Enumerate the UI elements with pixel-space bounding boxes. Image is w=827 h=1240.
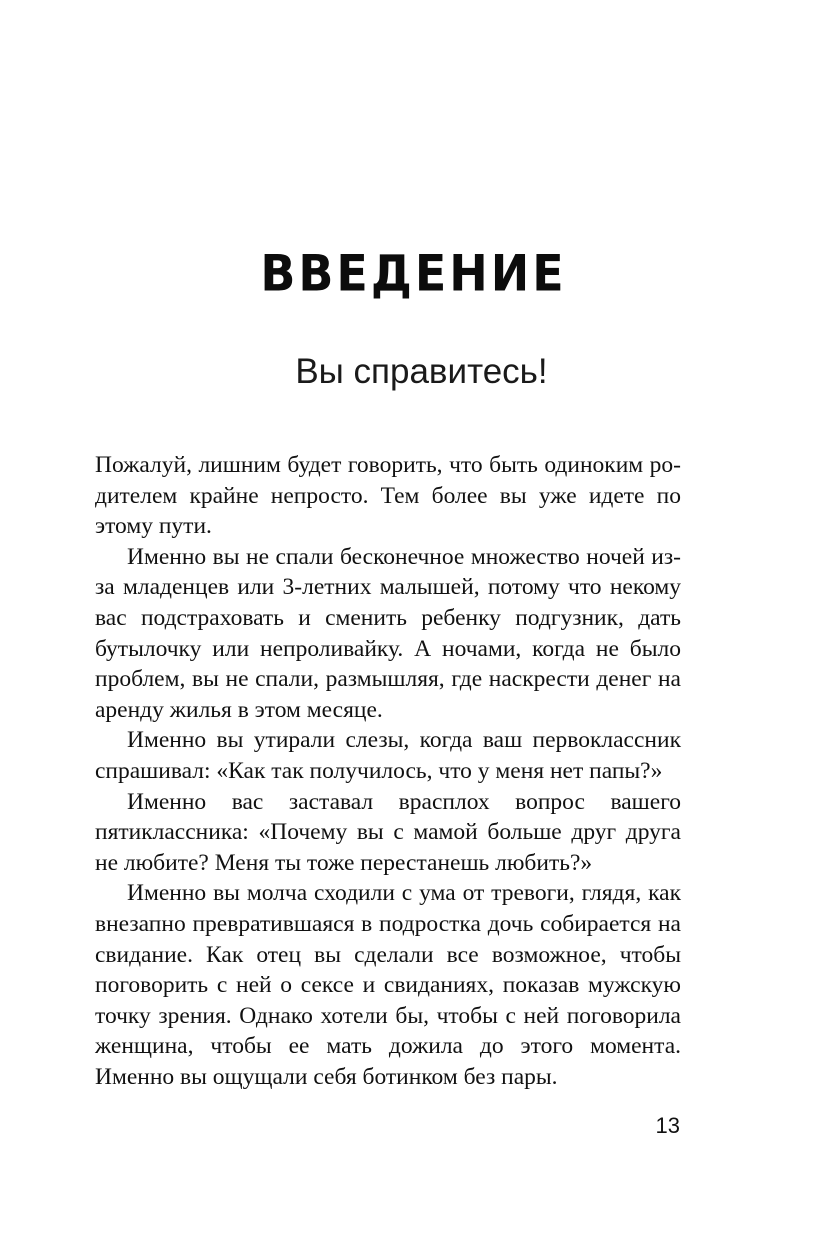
page-number: 13 [655,1113,680,1138]
paragraph: Пожалуй, лишним будет говорить, что быть одиноким родителем крайне непросто. Тем более вы уже идете по этому пути. [95,452,681,540]
body-text [95,450,681,1092]
paragraph: Именно вы не спали бесконечное множество ночей из-за младенцев или 3-летних малышей, потому что некому вас подстраховать и сменить ребенку подгузник, дать бутылочку или непроливайку. А ночами, когда не было проблем, вы не спали, размышляя, где наскрести денег на аренду жилья в этом месяце. [95,543,681,723]
paragraph: Именно вас заставал врасплох вопрос вашего пятиклассника: «Почему вы с мамой больше друг друга не любите? Меня ты тоже перестанешь любить?» [95,788,681,876]
chapter-subtitle: Вы справитесь! [295,352,548,391]
paragraph: Именно вы молча сходили с ума от тревоги, глядя, как внезапно превратившаяся в подростка дочь собирается на свидание. Как отец вы сделали все возможное, чтобы поговорить с ней о сексе и свиданиях, показав мужскую точку зрения. Однако хотели бы, чтобы с ней поговорила женщина, чтобы ее мать дожила до этого момента. Именно вы ощущали себя ботинком без пары. [95,880,681,1090]
paragraph: Именно вы утирали слезы, когда ваш первоклассник спрашивал: «Как так получилось, что у меня нет папы?» [95,727,681,784]
chapter-title: ВВЕДЕНИЕ [260,243,567,303]
